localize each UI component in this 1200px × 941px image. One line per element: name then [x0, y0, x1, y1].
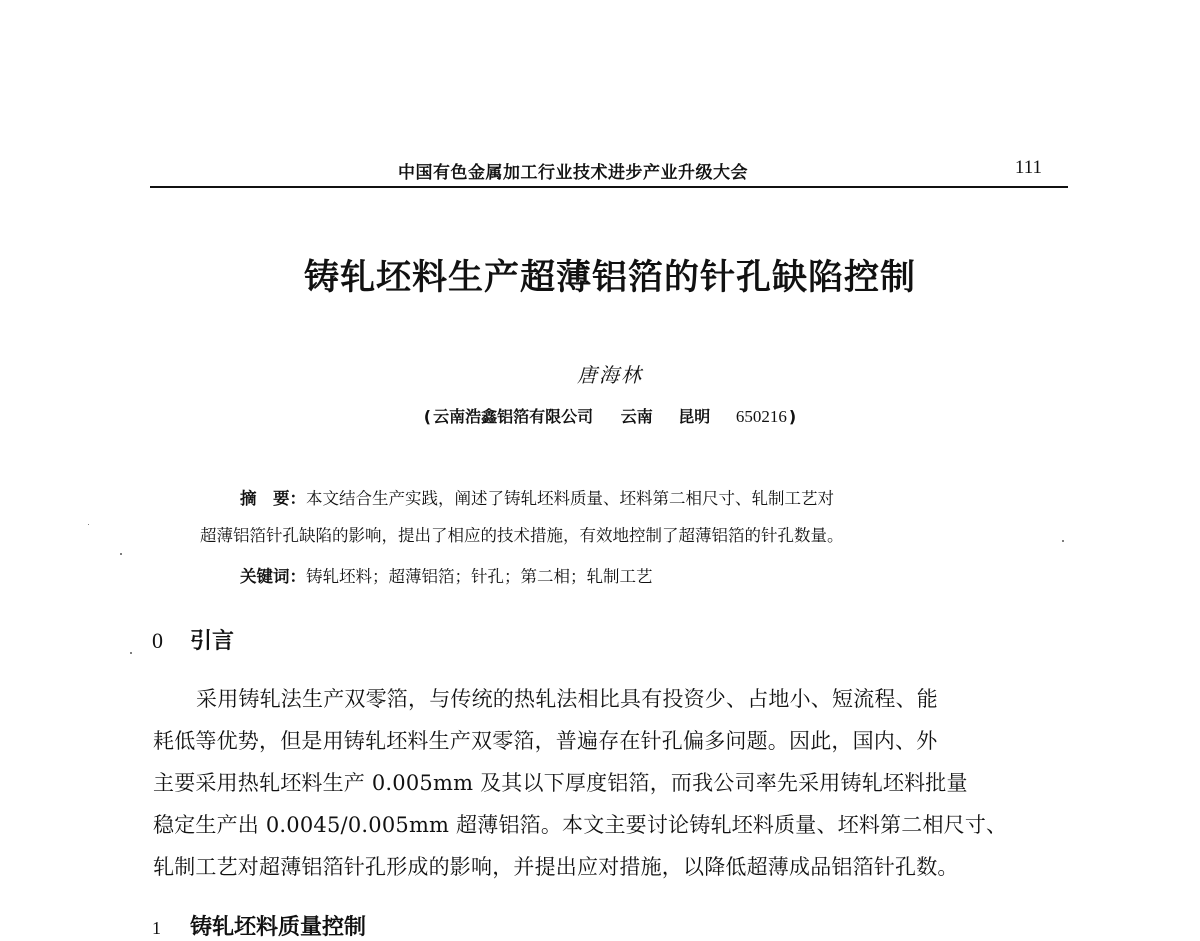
- paper-title: 铸轧坯料生产超薄铝箔的针孔缺陷控制: [303, 257, 916, 298]
- affiliation-company: 云南浩鑫铝箔有限公司: [433, 407, 594, 426]
- affiliation-open-bracket: (: [423, 407, 432, 426]
- section-number: 1: [152, 918, 161, 938]
- abstract-text-2: 超薄铝箔针孔缺陷的影响，提出了相应的技术措施，有效地控制了超薄铝箔的针孔数量。: [200, 526, 844, 545]
- running-header: [150, 156, 1068, 188]
- keywords-text: 铸轧坯料；超薄铝箔；针孔；第二相；轧制工艺: [306, 567, 653, 586]
- affiliation-postcode: 650216: [735, 407, 787, 426]
- abstract-line-2: [200, 522, 844, 546]
- scan-speck: [1062, 540, 1064, 542]
- author-affiliation: [0, 404, 1200, 427]
- section-heading-1: [152, 910, 366, 941]
- section-heading-intro: [152, 624, 234, 655]
- scan-speck: [120, 553, 122, 555]
- body-line-4: 稳定生产出 0.0045/0.005mm 超薄铝箔。本文主要讨论铸轧坯料质量、坯料第二相尺寸、: [153, 813, 1008, 837]
- running-title: 中国有色金属加工行业技术进步产业升级大会: [398, 163, 748, 183]
- keywords-line: [240, 563, 653, 587]
- scan-speck: [88, 524, 89, 525]
- abstract-line-1: [240, 485, 834, 509]
- section-number: 0: [152, 628, 163, 653]
- section-title: 引言: [190, 629, 235, 654]
- section-title: 铸轧坯料质量控制: [190, 915, 367, 940]
- keywords-label: 关键词：: [240, 567, 306, 586]
- body-line-1: 采用铸轧法生产双零箔，与传统的热轧法相比具有投资少、占地小、短流程、能: [196, 687, 938, 711]
- abstract-label: 摘 要：: [240, 489, 306, 508]
- body-line-3: 主要采用热轧坯料生产 0.005mm 及其以下厚度铝箔，而我公司率先采用铸轧坯料批量: [153, 771, 968, 795]
- affiliation-province: 云南: [620, 407, 653, 426]
- scan-speck: [130, 652, 132, 654]
- abstract-text-1: 本文结合生产实践，阐述了铸轧坯料质量、坯料第二相尺寸、轧制工艺对: [306, 489, 834, 508]
- page-number: 111: [1014, 157, 1042, 178]
- body-line-5: 轧制工艺对超薄铝箔针孔形成的影响，并提出应对措施，以降低超薄成品铝箔针孔数。: [153, 855, 959, 879]
- affiliation-close-bracket: ): [788, 407, 797, 426]
- affiliation-city: 昆明: [678, 407, 711, 426]
- author-name: 唐海林: [577, 363, 643, 387]
- body-line-2: 耗低等优势，但是用铸轧坯料生产双零箔，普遍存在针孔偏多问题。因此，国内、外: [153, 729, 938, 753]
